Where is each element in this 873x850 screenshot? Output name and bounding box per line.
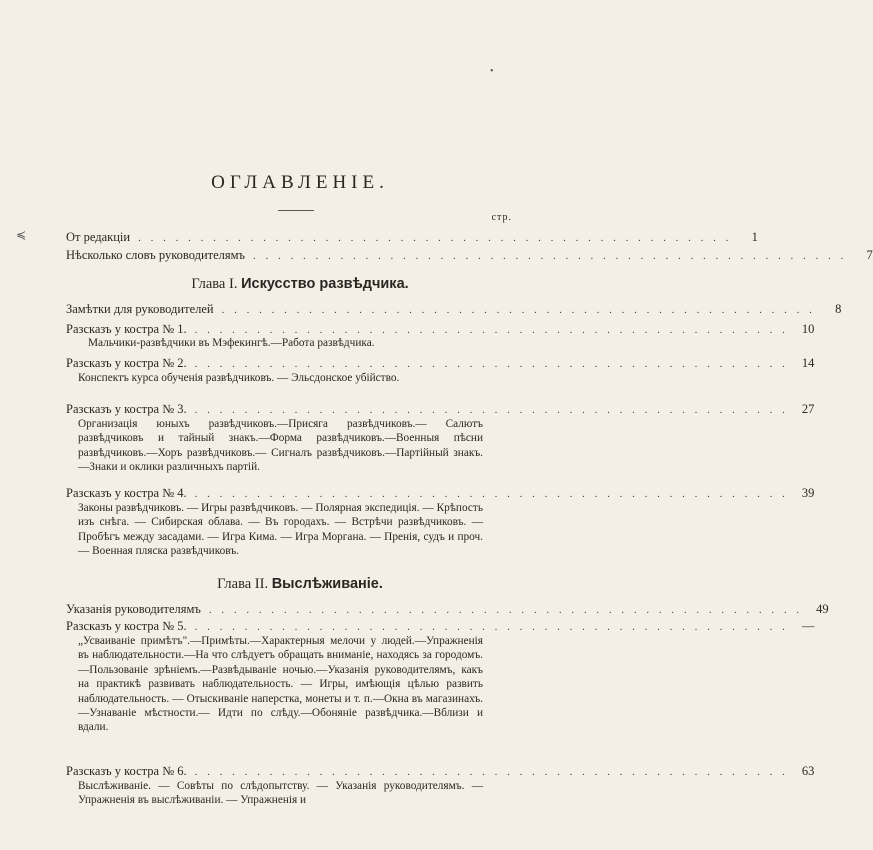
chapter-name: Выслѣживаніе. [271, 576, 383, 592]
chapter-heading-1[interactable] [0, 276, 600, 293]
toc-entry-campfire-1[interactable] [66, 322, 815, 337]
toc-entry-campfire-6[interactable] [66, 764, 815, 779]
toc-entry-campfire-3[interactable] [66, 402, 815, 417]
leader-dots: . . . . . . . . . . . . . . . . . . . . . . . . . . . . . . . . . . . . . . . . . . . . . . . . [221, 304, 816, 316]
toc-entry-from-editors[interactable] [66, 230, 758, 245]
toc-entry-description: Законы развѣдчиковъ. — Игры развѣдчиковъ. — Полярная экспедиція. — Крѣпость изъ снѣга. — Сибирская облава. — Въ городахъ. — Встрѣчи развѣдчиковъ. — Пробѣгъ между засадами. — Игра Кима. — Игра Моргана. — Пренія, судъ и проч. — Военная пляска развѣдчиковъ. [78, 502, 483, 558]
toc-entry-page: 39 [801, 486, 815, 500]
toc-entry-words-to-leaders[interactable] [66, 248, 873, 263]
toc-entry-page: 10 [801, 322, 815, 336]
toc-entry-campfire-5[interactable] [66, 619, 815, 634]
toc-entry-description: Организація юныхъ развѣдчиковъ.—Присяга развѣдчиковъ.— Салютъ развѣдчиковъ и тайный знакъ.—Форма развѣдчиковъ.—Военныя пѣсни развѣдчиковъ.—Хоръ развѣдчиковъ.— Сигналъ развѣдчиковъ.—Партійный знакъ.—Знаки и оклики различныхъ партій. [78, 418, 483, 474]
chapter-number: Глава II. [217, 576, 269, 592]
toc-entry-description: Конспектъ курса обученія развѣдчиковъ. — Эльсдонское убійство. [78, 372, 400, 384]
toc-entry-title: Нѣсколько словъ руководителямъ [66, 248, 246, 262]
leader-dots: . . . . . . . . . . . . . . . . . . . . . . . . . . . . . . . . . . . . . . . . . . . . . . . . [208, 604, 803, 616]
toc-entry-instructions-for-leaders[interactable] [66, 602, 829, 617]
toc-entry-title: Разсказъ у костра № 1. [66, 322, 187, 336]
toc-entry-page: 8 [835, 302, 842, 316]
leader-dots: . . . . . . . . . . . . . . . . . . . . . . . . . . . . . . . . . . . . . . . . . . . . . . . . [194, 358, 789, 370]
toc-entry-description: „Усваиваніе примѣтъ".—Примѣты.—Характерныя мелочи у людей.—Упражненія въ наблюдательности.—На что слѣдуетъ обращать вниманіе, находясь за городомъ.—Пользованіе зрѣніемъ.—Развѣдываніе ночью.—Указанія руководителямъ, какъ на практикѣ развивать наблюдательность. — Игры, имѣющія цѣлью развить наблюдательность. — Отыскиваніе наперстка, монеты и т. п.—Окна въ магазинахъ.—Узнаваніе мѣстности.— Идти по слѣду.—Обоняніе развѣдчика.—Вблизи и вдали. [78, 635, 483, 734]
toc-entry-title: Указанія руководителямъ [66, 602, 201, 616]
chapter-heading-2[interactable] [0, 576, 600, 593]
toc-entry-page: — [801, 619, 815, 633]
leader-dots: . . . . . . . . . . . . . . . . . . . . . . . . . . . . . . . . . . . . . . . . . . . . . . . . [138, 232, 732, 244]
leader-dots: . . . . . . . . . . . . . . . . . . . . . . . . . . . . . . . . . . . . . . . . . . . . . . . . [194, 404, 789, 416]
page-column-label: стр. [491, 212, 512, 223]
toc-entry-title: Разсказъ у костра № 6. [66, 764, 187, 778]
leader-dots: . . . . . . . . . . . . . . . . . . . . . . . . . . . . . . . . . . . . . . . . . . . . . . . . [194, 488, 789, 500]
toc-entry-title: Разсказъ у костра № 2. [66, 356, 187, 370]
toc-entry-page: 7 [866, 248, 873, 262]
toc-entry-description: Мальчики-развѣдчики въ Мэфекингѣ.—Работа развѣдчика. [88, 337, 375, 349]
toc-entry-page: 27 [801, 402, 815, 416]
chapter-number: Глава I. [191, 276, 238, 292]
toc-entry-title: Разсказъ у костра № 4. [66, 486, 187, 500]
leader-dots: . . . . . . . . . . . . . . . . . . . . . . . . . . . . . . . . . . . . . . . . . . . . . . . . [194, 621, 789, 633]
toc-entry-title: От редакціи [66, 230, 131, 244]
toc-entry-title: Разсказъ у костра № 5. [66, 619, 187, 633]
page-title: ОГЛАВЛЕНІЕ. [211, 172, 389, 193]
leader-dots: . . . . . . . . . . . . . . . . . . . . . . . . . . . . . . . . . . . . . . . . . . . . . . . . [194, 324, 789, 336]
toc-entry-description: Выслѣживаніе. — Совѣты по слѣдопытству. — Указанія руководителямъ. — Упражненія въ выслѣживаніи. — Упражненія и [78, 780, 483, 807]
chapter-name: Искусство развѣдчика. [241, 276, 409, 292]
margin-mark: ≼ [16, 228, 27, 242]
toc-entry-title: Замѣтки для руководителей [66, 302, 214, 316]
toc-entry-page: 1 [751, 230, 758, 244]
toc-entry-page: 14 [801, 356, 815, 370]
toc-entry-page: 63 [801, 764, 815, 778]
toc-entry-campfire-2[interactable] [66, 356, 815, 371]
toc-entry-title: Разсказъ у костра № 3. [66, 402, 187, 416]
leader-dots: . . . . . . . . . . . . . . . . . . . . . . . . . . . . . . . . . . . . . . . . . . . . . . . . [194, 766, 789, 778]
toc-entry-page: 49 [816, 602, 829, 616]
toc-entry-campfire-4[interactable] [66, 486, 815, 501]
toc-entry-notes-for-leaders[interactable] [66, 302, 842, 317]
title-rule [278, 210, 314, 211]
print-speck: • [490, 66, 494, 77]
leader-dots: . . . . . . . . . . . . . . . . . . . . . . . . . . . . . . . . . . . . . . . . . . . . . . . . [253, 250, 847, 262]
